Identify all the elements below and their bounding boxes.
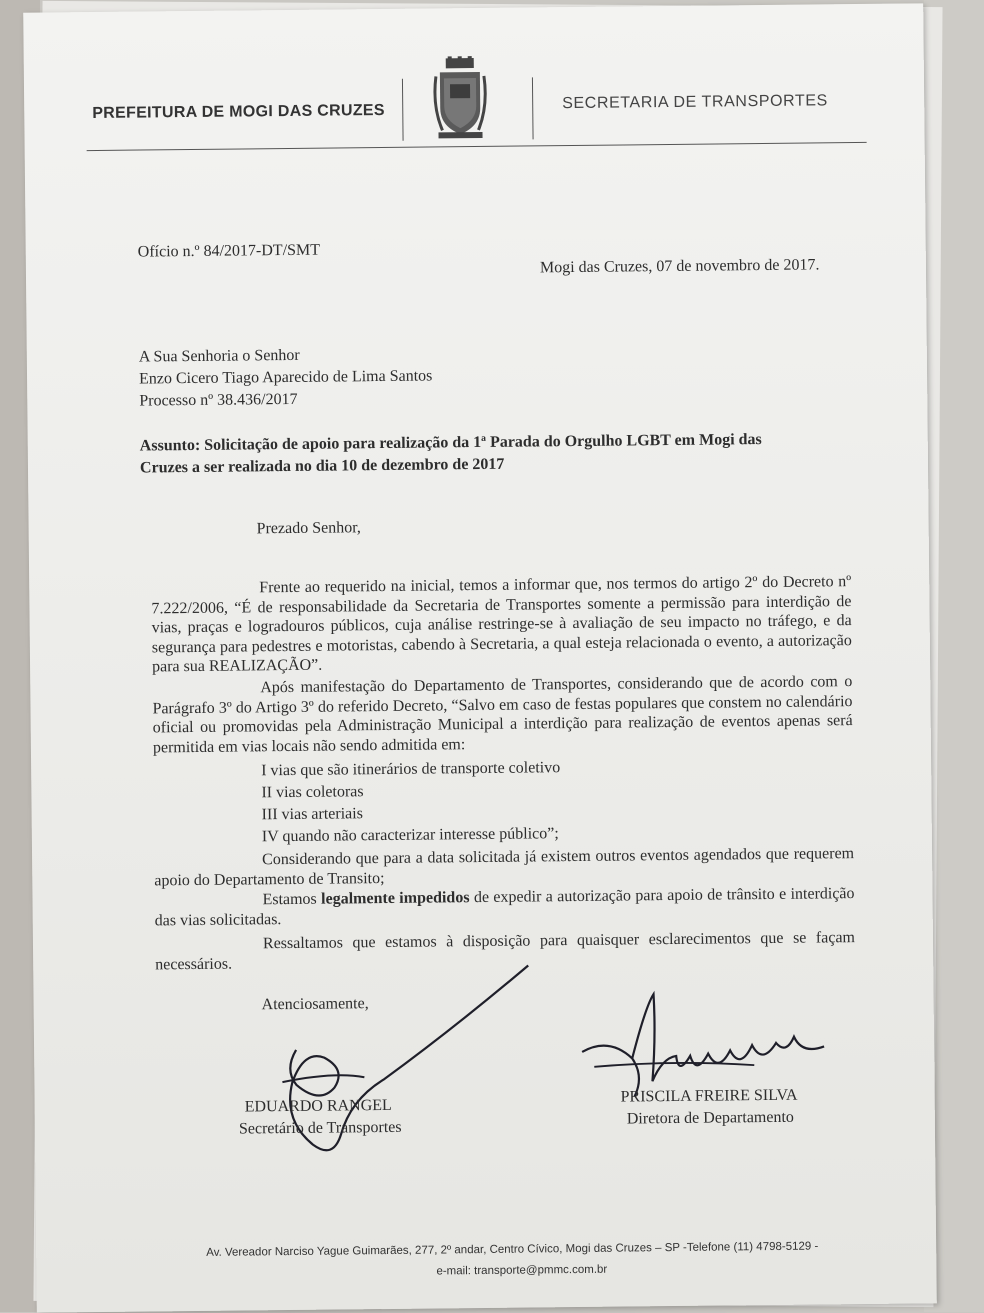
list-item-3: III vias arteriais	[261, 805, 363, 824]
paragraph-4-lead: Estamos	[262, 890, 322, 909]
list-item-2: II vias coletoras	[261, 783, 364, 802]
recipient-line-1: A Sua Senhoria o Senhor	[138, 346, 300, 366]
process-number: Processo nº 38.436/2017	[139, 390, 298, 410]
letterhead-secretariat: SECRETARIA DE TRANSPORTES	[562, 92, 829, 113]
letterhead-city-hall: PREFEITURA DE MOGI DAS CRUZES	[92, 101, 385, 123]
greeting: Prezado Senhor,	[256, 519, 361, 538]
letterhead-divider-left	[402, 79, 404, 141]
paragraph-4-rest: de expedir a autorização para apoio de trânsito e interdição das vias solicitadas.	[154, 885, 855, 929]
body-paragraph-3: Considerando que para a data solicitada já existem outros eventos agendados que requerem apoio do Departamento de Transito;	[154, 845, 855, 889]
date-line: Mogi das Cruzes, 07 de novembro de 2017.	[539, 256, 820, 277]
list-item-4: IV quando não caracterizar interesse público”;	[261, 825, 559, 846]
signatory-2-name: PRISCILA FREIRE SILVA	[620, 1086, 798, 1106]
signatory-1-name: EDUARDO RANGEL	[244, 1096, 392, 1116]
signatory-1-title: Secretário de Transportes	[238, 1118, 402, 1138]
subject-line-1: Assunto: Solicitação de apoio para realização da 1ª Parada do Orgulho LGBT em Mogi das	[139, 431, 762, 455]
recipient-name: Enzo Cicero Tiago Aparecido de Lima Santos	[138, 367, 433, 388]
subject-line-2: Cruzes a ser realizada no dia 10 de dezembro de 2017	[139, 455, 505, 477]
body-paragraph-4	[154, 884, 854, 930]
signatory-2-title: Diretora de Departamento	[626, 1108, 794, 1128]
list-item-1: I vias que são itinerários de transporte coletivo	[261, 759, 561, 780]
letterhead-divider-right	[532, 77, 534, 139]
signature-right-mark	[582, 992, 825, 1097]
letter-page	[23, 3, 937, 1312]
body-paragraph-5: Ressaltamos que estamos à disposição para quaisquer esclarecimentos que se façam necessários.	[155, 929, 856, 973]
body-paragraph-1: Frente ao requerido na inicial, temos a informar que, nos termos do artigo 2º do Decreto nº 7.222/2006, “É de responsabilidade da Secretaria de Transportes somente a permissão para interdição de vias, praças e logradouros públicos, cuja análise restringe-se à avaliação de seu impacto no tráfego, e da segurança para pedestres e motoristas, cabendo à Secretaria, a qual esteja relacionada o evento, a autorização para sua REALIZAÇÃO”.	[151, 573, 852, 676]
footer-email: e-mail: transporte@pmmc.com.br	[436, 1263, 608, 1278]
body-paragraph-2: Após manifestação do Departamento de Transportes, considerando que de acordo com o Parágrafo 3º do Artigo 3º do referido Decreto, “Salvo em caso de festas populares que constem no calendário oficial ou promovidas pela Administração Municipal a interdição para realização de eventos apenas será permitida em vias locais não sendo admitida em:	[152, 673, 853, 756]
oficio-number: Ofício n.º 84/2017-DT/SMT	[137, 241, 321, 261]
paragraph-4-emphasis: legalmente impedidos	[321, 889, 470, 908]
coat-of-arms-icon	[432, 56, 489, 141]
footer-address: Av. Vereador Narciso Yague Guimarães, 277, 2º andar, Centro Cívico, Mogi das Cruzes – SP -Telefone (11) 4798-5129 -	[206, 1240, 819, 1259]
letterhead-rule	[87, 142, 867, 151]
closing: Atenciosamente,	[261, 995, 369, 1014]
